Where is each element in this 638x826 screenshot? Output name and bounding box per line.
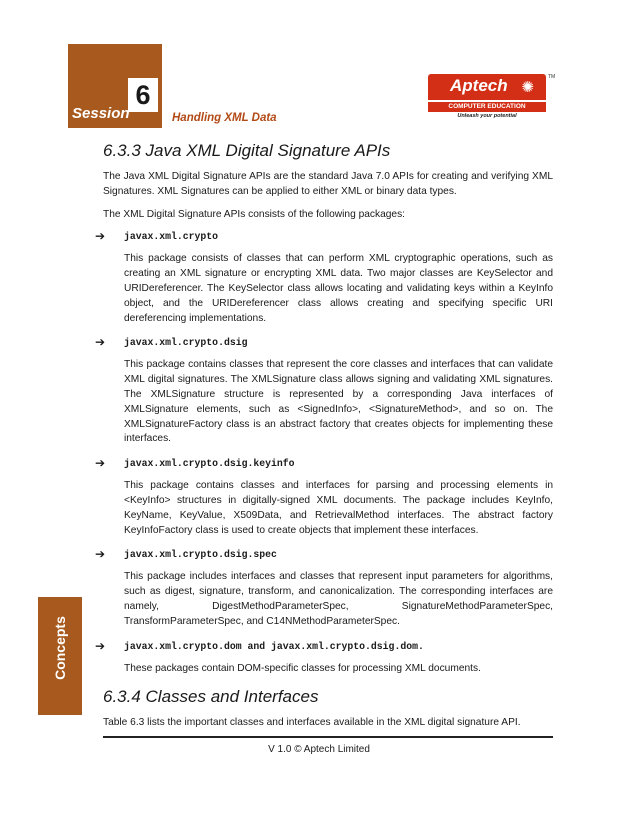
package-name: javax.xml.crypto.dom and javax.xml.crypto.dsig.dom. (124, 640, 424, 652)
section-heading-6-3-3: 6.3.3 Java XML Digital Signature APIs (103, 141, 391, 160)
package-item (95, 456, 553, 538)
package-description: This package consists of classes that can perform XML cryptographic operations, such as creating an XML signature or encrypting XML data. Two major classes are KeySelector and URIDereferencer. The KeySelector class allows locating and validating keys within a KeyInfo object, and the URIDereferencer class allows creating and specifying specific URI dereferencing implementations. (124, 253, 553, 324)
trademark-mark: TM (548, 74, 556, 80)
arrow-bullet-icon: ➔ (95, 229, 106, 244)
session-number: 6 (128, 78, 158, 112)
logo-subtitle: COMPUTER EDUCATION (428, 102, 546, 112)
package-item (95, 335, 553, 447)
aptech-logo (428, 74, 546, 120)
concepts-side-tab (38, 597, 82, 715)
packages-intro: The XML Digital Signature APIs consists of the following packages: (103, 208, 406, 220)
page-content (95, 140, 553, 739)
concepts-label: Concepts (52, 616, 68, 680)
package-item (95, 547, 553, 629)
arrow-bullet-icon: ➔ (95, 547, 106, 562)
package-description: This package contains classes that represent the core classes and interfaces that can validate XML digital signatures. The XMLSignature class allows signing and validating XML signatures. The XMLSignature structure is represented by a corresponding Java interfaces of XMLSignature elements, such as <SignedInfo>, <SignatureMethod>, and so on. The XMLSignatureFactory class is an abstract factory that creates objects for implementing these interfaces. (124, 359, 553, 445)
footer-divider (103, 736, 553, 738)
package-name: javax.xml.crypto.dsig (124, 337, 248, 349)
package-description: This package contains classes and interfaces for parsing and processing elements in <KeyInfo> structures in digitally-signed XML documents. The package includes KeyInfo, KeyName, KeyValue, X509Data, and RetrievalMethod interfaces. The abstract factory KeyInfoFactory class is used to create objects that implement these interfaces. (124, 480, 553, 536)
logo-brand: Aptech (450, 76, 508, 95)
package-name: javax.xml.crypto.dsig.keyinfo (124, 458, 295, 470)
table-intro-paragraph: Table 6.3 lists the important classes and interfaces available in the XML digital signature API. (103, 717, 521, 729)
arrow-bullet-icon: ➔ (95, 638, 106, 653)
logo-tagline: Unleash your potential (457, 113, 517, 119)
package-description: These packages contain DOM-specific classes for processing XML documents. (124, 662, 481, 674)
package-item (95, 229, 553, 326)
arrow-bullet-icon: ➔ (95, 456, 106, 471)
footer-copyright: V 1.0 © Aptech Limited (268, 744, 370, 755)
chapter-title: Handling XML Data (172, 112, 277, 124)
package-item (95, 638, 553, 677)
logo-star-icon: ✺ (521, 79, 534, 96)
package-description: This package includes interfaces and classes that represent input parameters for algorithms, such as digest, signature, transform, and canonicalization. The corresponding interfaces are namely, DigestMethodParameterSpec, SignatureMethodParameterSpec, TransformParameterSpec, and C14NMethodParameterSpec. (124, 571, 553, 627)
section-heading-6-3-4: 6.3.4 Classes and Interfaces (103, 687, 319, 707)
session-label: Session (72, 105, 130, 122)
arrow-bullet-icon: ➔ (95, 335, 106, 350)
intro-paragraph: The Java XML Digital Signature APIs are the standard Java 7.0 APIs for creating and verifying XML Signatures. XML Signatures can be applied to either XML or binary data types. (103, 171, 553, 197)
package-name: javax.xml.crypto.dsig.spec (124, 549, 277, 561)
package-name: javax.xml.crypto (124, 231, 219, 243)
